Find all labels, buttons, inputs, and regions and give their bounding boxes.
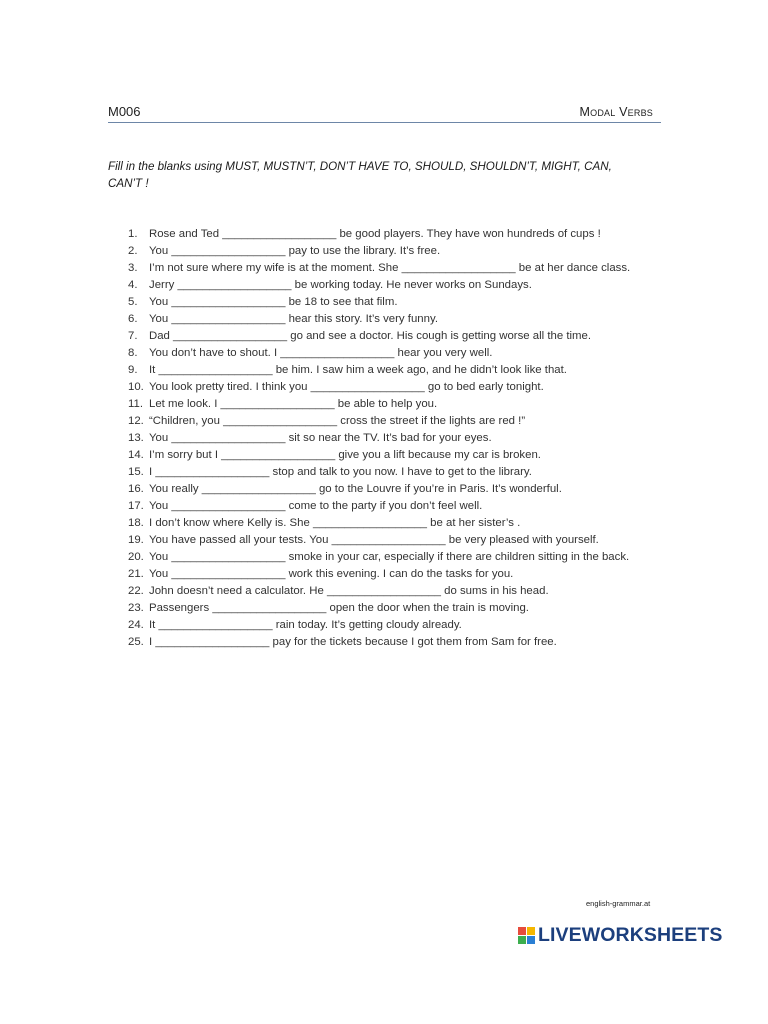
exercise-number: 20. <box>128 551 144 563</box>
instructions-text: Fill in the blanks using MUST, MUSTN’T, DON’T HAVE TO, SHOULD, SHOULDN’T, MIGHT, CAN, CAN’T ! <box>108 160 612 190</box>
exercise-sentence: I __________________ stop and talk to you now. I have to get to the library. <box>149 466 532 478</box>
exercise-number: 4. <box>128 279 138 291</box>
exercise-sentence: I’m sorry but I __________________ give you a lift because my car is broken. <box>149 449 541 461</box>
exercise-item <box>128 600 648 617</box>
exercise-item <box>128 447 648 464</box>
liveworksheets-logo-icon <box>518 927 536 945</box>
exercise-number: 23. <box>128 602 144 614</box>
exercise-sentence: You really __________________ go to the Louvre if you’re in Paris. It’s wonderful. <box>149 483 562 495</box>
exercise-sentence: You __________________ sit so near the TV. It’s bad for your eyes. <box>149 432 492 444</box>
exercise-item <box>128 481 648 498</box>
exercise-sentence: Jerry __________________ be working today. He never works on Sundays. <box>149 279 532 291</box>
exercise-sentence: You __________________ come to the party if you don’t feel well. <box>149 500 483 512</box>
exercise-sentence: I __________________ pay for the tickets because I got them from Sam for free. <box>149 636 557 648</box>
exercise-sentence: It __________________ rain today. It’s getting cloudy already. <box>149 619 462 631</box>
exercise-number: 22. <box>128 585 144 597</box>
exercise-list <box>128 226 648 651</box>
exercise-number: 6. <box>128 313 138 325</box>
exercise-item <box>128 617 648 634</box>
exercise-sentence: You __________________ hear this story. It’s very funny. <box>149 313 438 325</box>
exercise-sentence: You look pretty tired. I think you __________________ go to bed early tonight. <box>149 381 544 393</box>
exercise-item <box>128 549 648 566</box>
exercise-item <box>128 328 648 345</box>
exercise-number: 7. <box>128 330 138 342</box>
worksheet-title: Modal Verbs <box>579 105 653 119</box>
exercise-item <box>128 532 648 549</box>
exercise-item <box>128 413 648 430</box>
exercise-item <box>128 226 648 243</box>
exercise-number: 13. <box>128 432 144 444</box>
exercise-item <box>128 260 648 277</box>
exercise-number: 11. <box>128 398 143 410</box>
exercise-sentence: You __________________ smoke in your car, especially if there are children sitting in the back. <box>149 551 630 563</box>
exercise-item <box>128 243 648 260</box>
exercise-item <box>128 566 648 583</box>
exercise-sentence: “Children, you __________________ cross the street if the lights are red !” <box>149 415 526 427</box>
exercise-number: 3. <box>128 262 138 274</box>
exercise-number: 9. <box>128 364 138 376</box>
exercise-number: 21. <box>128 568 144 580</box>
exercise-sentence: Let me look. I __________________ be able to help you. <box>149 398 438 410</box>
exercise-number: 8. <box>128 347 138 359</box>
worksheet-code: M006 <box>108 104 141 119</box>
exercise-number: 17. <box>128 500 144 512</box>
exercise-sentence: You __________________ pay to use the library. It’s free. <box>149 245 441 257</box>
exercise-sentence: Dad __________________ go and see a doctor. His cough is getting worse all the time. <box>149 330 592 342</box>
exercise-item <box>128 396 648 413</box>
exercise-item <box>128 583 648 600</box>
exercise-item <box>128 345 648 362</box>
exercise-number: 15. <box>128 466 144 478</box>
exercise-item <box>128 362 648 379</box>
exercise-sentence: I don’t know where Kelly is. She __________________ be at her sister’s . <box>149 517 521 529</box>
exercise-item <box>128 464 648 481</box>
exercise-number: 12. <box>128 415 144 427</box>
exercise-number: 5. <box>128 296 138 308</box>
exercise-sentence: John doesn’t need a calculator. He __________________ do sums in his head. <box>149 585 549 597</box>
exercise-sentence: You __________________ work this evening. I can do the tasks for you. <box>149 568 514 580</box>
exercise-number: 19. <box>128 534 144 546</box>
exercise-number: 1. <box>128 228 138 240</box>
document-header <box>108 102 661 123</box>
exercise-item <box>128 430 648 447</box>
exercise-item <box>128 294 648 311</box>
exercise-number: 14. <box>128 449 144 461</box>
exercise-sentence: I’m not sure where my wife is at the moment. She __________________ be at her dance class. <box>149 262 631 274</box>
exercise-number: 2. <box>128 245 138 257</box>
exercise-number: 25. <box>128 636 144 648</box>
exercise-sentence: You have passed all your tests. You __________________ be very pleased with yourself. <box>149 534 599 546</box>
exercise-sentence: It __________________ be him. I saw him a week ago, and he didn’t look like that. <box>149 364 567 376</box>
exercise-item <box>128 311 648 328</box>
brand-wordmark: LIVEWORKSHEETS <box>538 924 723 946</box>
exercise-item <box>128 379 648 396</box>
exercise-sentence: Rose and Ted __________________ be good players. They have won hundreds of cups ! <box>149 228 601 240</box>
exercise-number: 16. <box>128 483 144 495</box>
exercise-sentence: You __________________ be 18 to see that film. <box>149 296 398 308</box>
exercise-item <box>128 634 648 651</box>
exercise-number: 24. <box>128 619 144 631</box>
exercise-item <box>128 498 648 515</box>
exercise-item <box>128 515 648 532</box>
exercise-sentence: Passengers __________________ open the door when the train is moving. <box>149 602 529 614</box>
exercise-sentence: You don’t have to shout. I __________________ hear you very well. <box>149 347 493 359</box>
exercise-item <box>128 277 648 294</box>
exercise-number: 10. <box>128 381 144 393</box>
exercise-number: 18. <box>128 517 144 529</box>
source-credit: english-grammar.at <box>586 899 651 908</box>
